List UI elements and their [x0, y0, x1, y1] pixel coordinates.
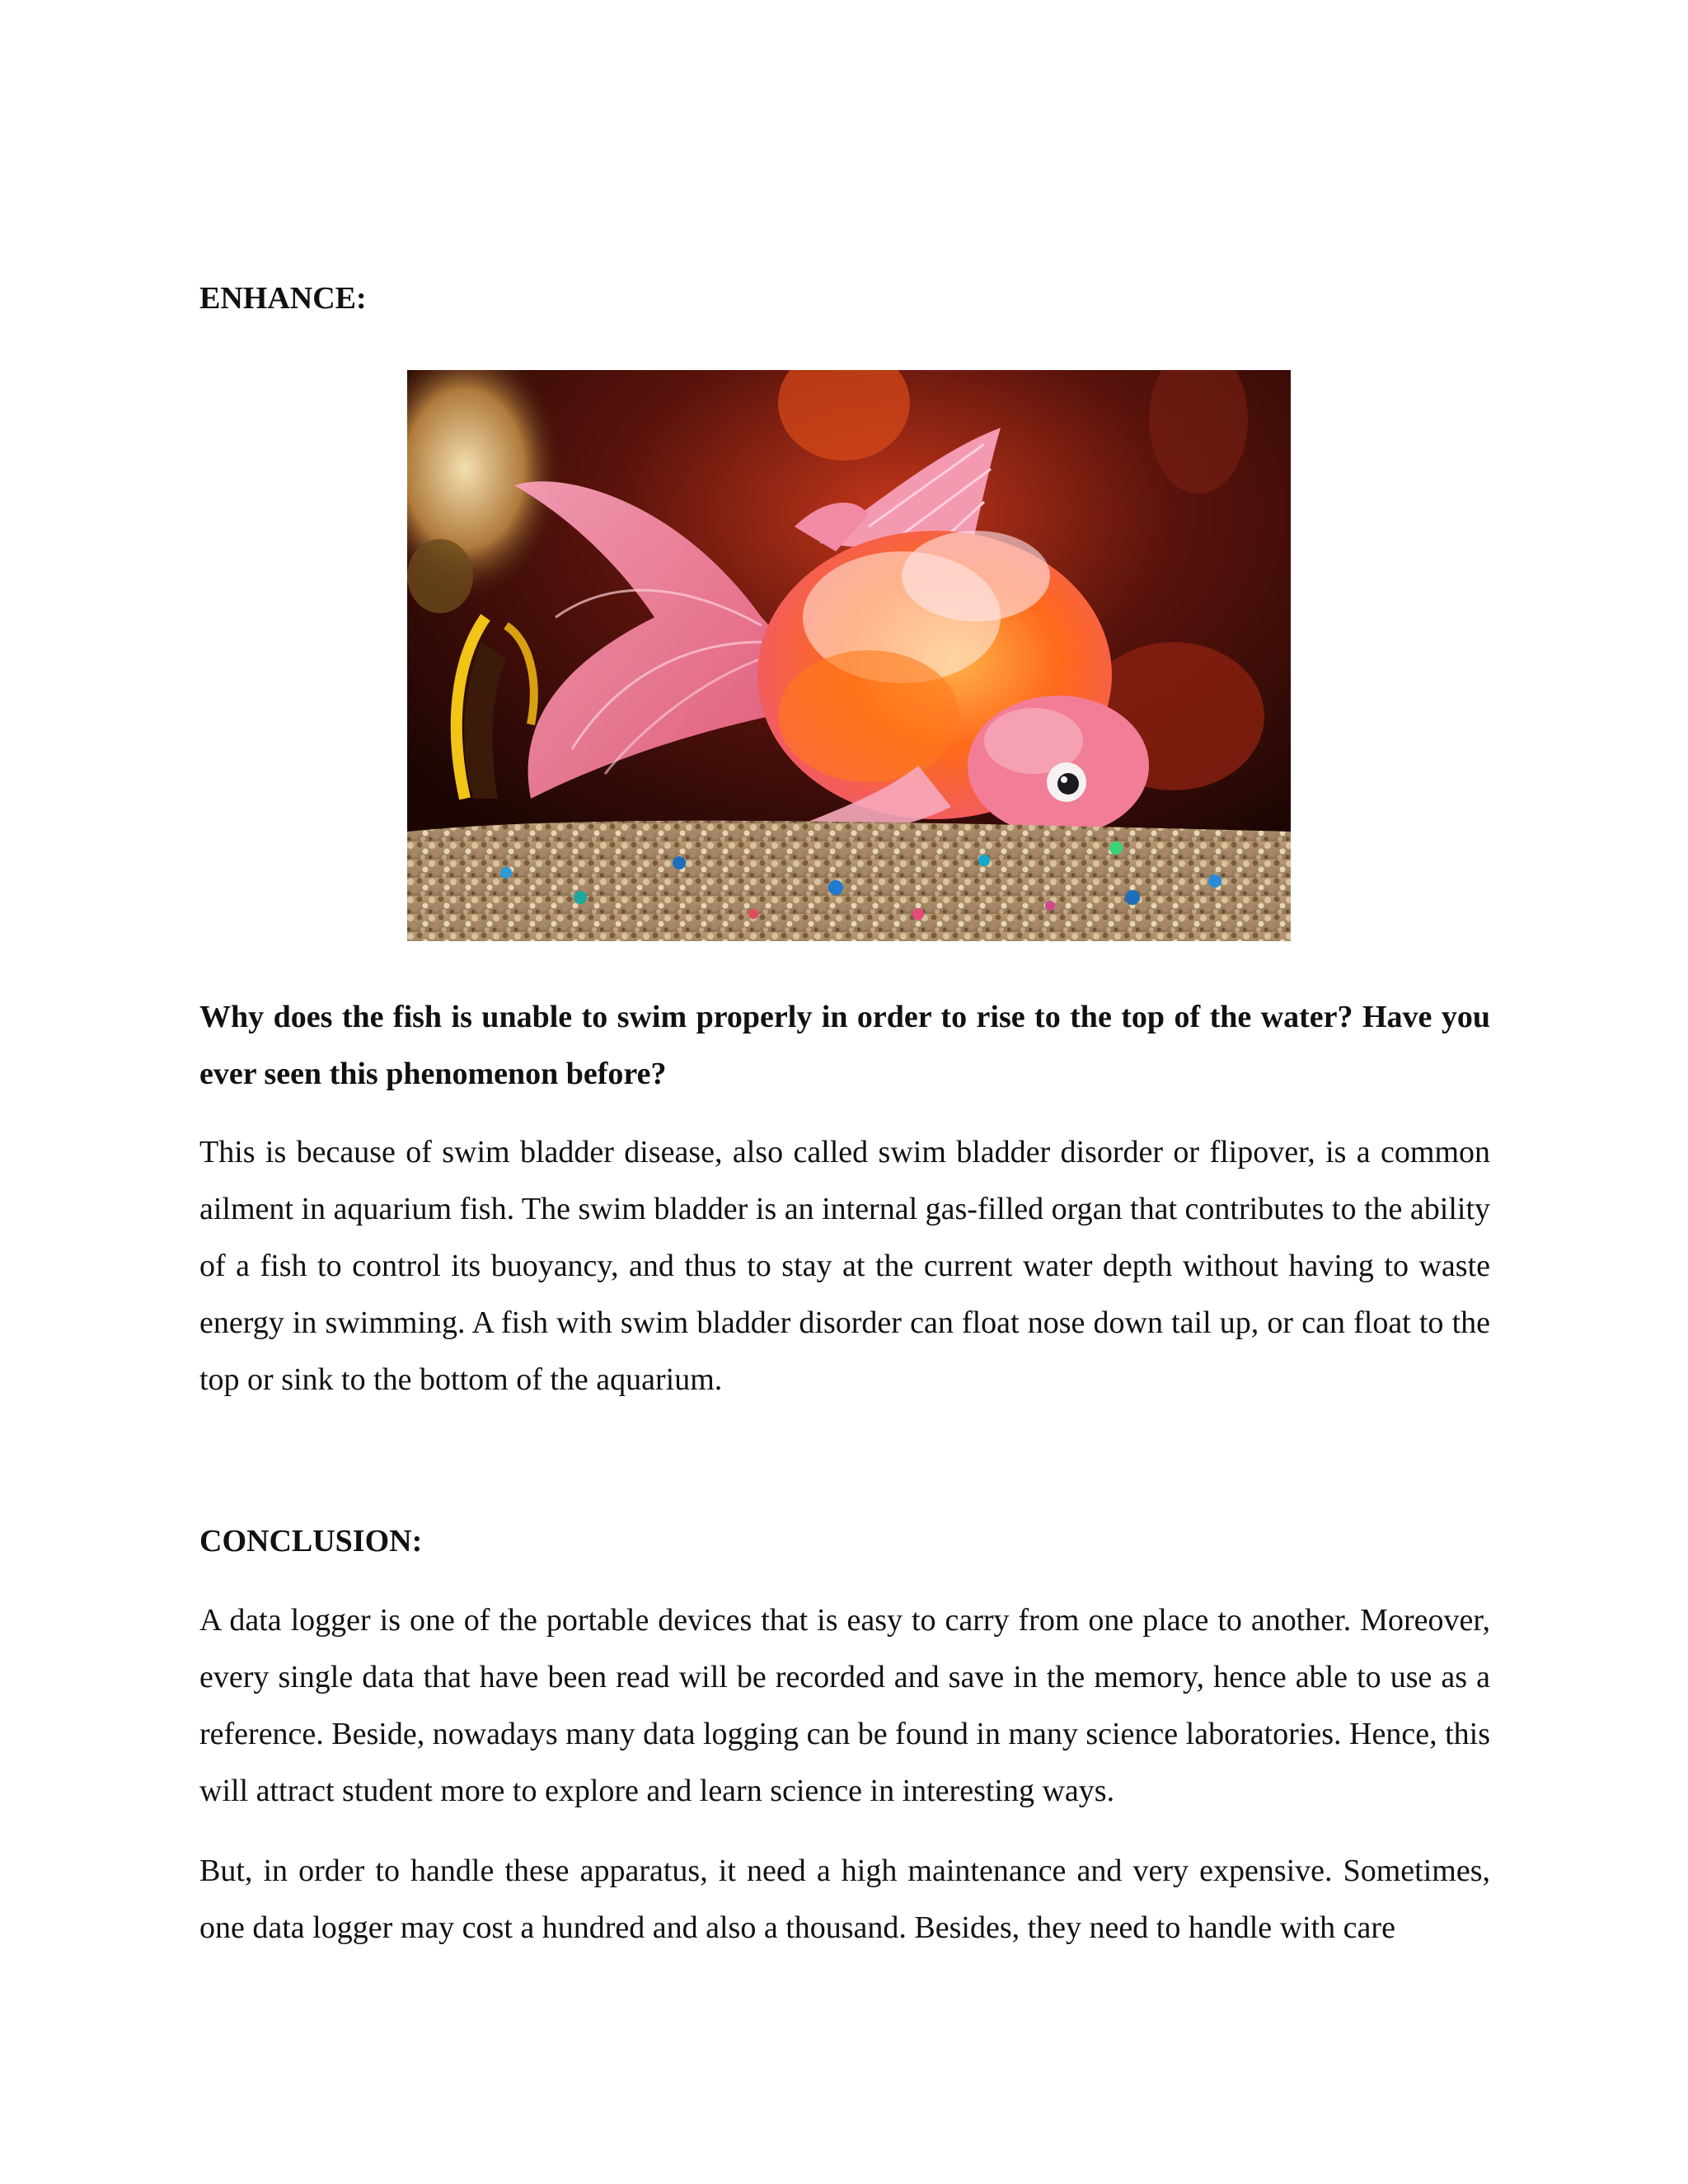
- conclusion-paragraph: A data logger is one of the portable devices that is easy to carry from one place to another. Moreover, every single data that have been read will be recorded and save in the memory, hence able to use as a reference. Beside, nowadays many data logging can be found in many science laboratories. Hence, this will attract student more to explore and learn science in interesting ways.: [199, 1603, 1490, 1808]
- goldfish-photo: [407, 370, 1291, 941]
- question-text: Why does the fish is unable to swim properly in order to rise to the top of the water? Have you ever seen this phenomenon before?: [199, 1000, 1490, 1091]
- enhance-heading: ENHANCE:: [199, 281, 367, 316]
- conclusion-heading: CONCLUSION:: [199, 1524, 423, 1558]
- conclusion-paragraph: But, in order to handle these apparatus, it need a high maintenance and very expensive. Sometimes, one data logger may cost a hundred and also a thousand. Besides, they need to handle with care: [199, 1854, 1490, 1945]
- answer-paragraph: This is because of swim bladder disease, also called swim bladder disorder or flipover, is a common ailment in aquarium fish. The swim bladder is an internal gas-filled organ that contributes to the ability of a fish to control its buoyancy, and thus to stay at the current water depth without having to waste energy in swimming. A fish with swim bladder disorder can float nose down tail up, or can float to the top or sink to the bottom of the aquarium.: [199, 1135, 1490, 1397]
